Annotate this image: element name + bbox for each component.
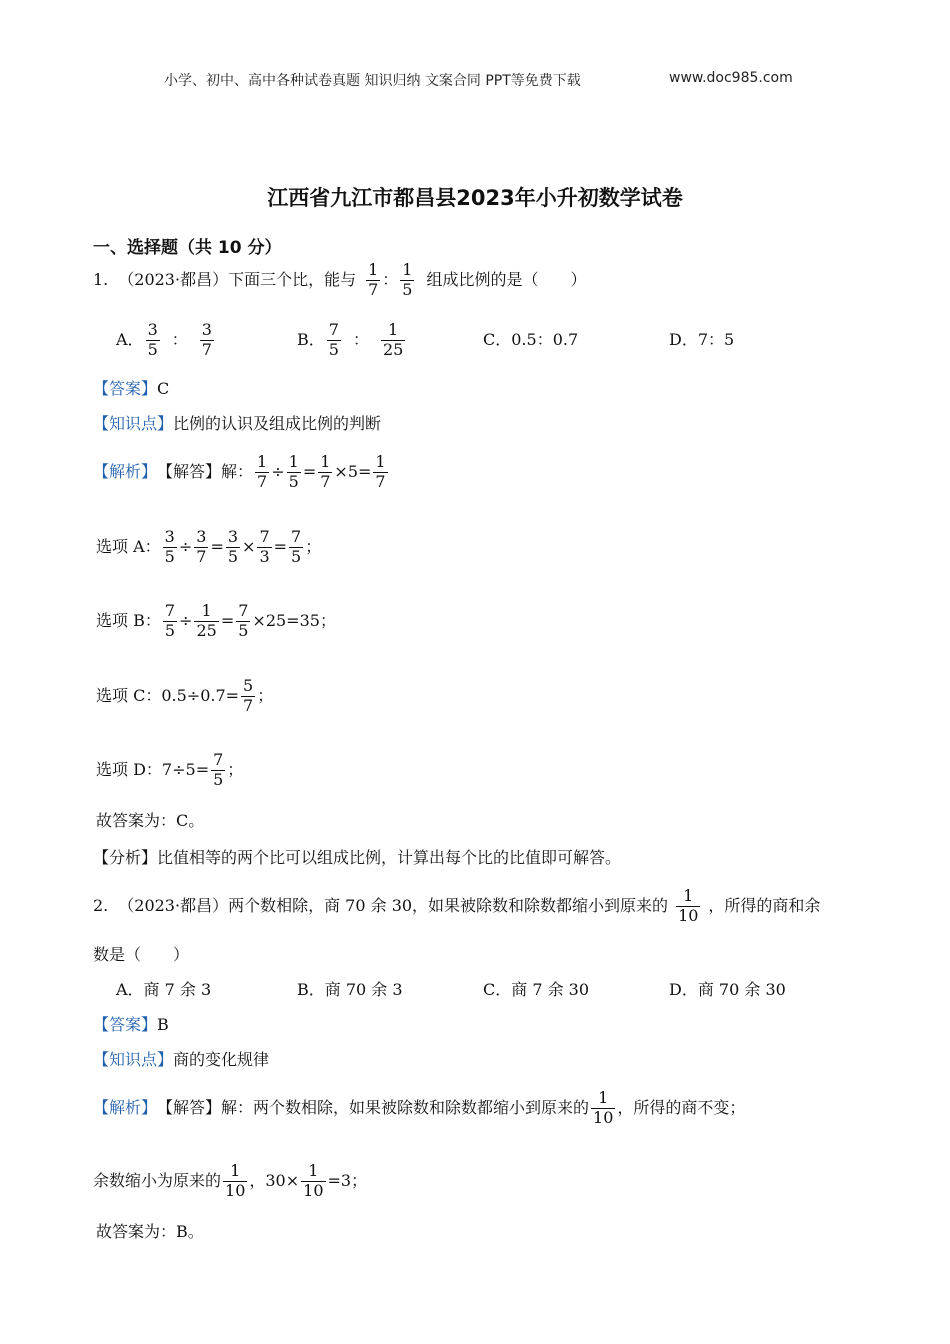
q1-option-b-label: B． xyxy=(297,330,325,349)
q1-solution: 【解析】 【解答】解： $\frac{1}{7}$ ÷ $\frac{1}{5}$ = $\frac{1}{7}$ × 5 = $\frac{1}{7}$ xyxy=(93,452,386,491)
q1-option-c[interactable]: C．0.5：0.7 xyxy=(483,330,579,349)
q1-analysis-note: 【分析】比值相等的两个比可以组成比例，计算出每个比的比值即可解答。 xyxy=(93,848,622,867)
q2-solution: 【解析】 【解答】解： 两个数相除，如果被除数和除数都缩小到原来的 $\frac{1}{10}$ ，所得的商不变； xyxy=(93,1088,746,1127)
q1-number: 1. xyxy=(93,270,109,289)
q2-number: 2. xyxy=(93,896,109,915)
page-title: 江西省九江市都昌县2023年小升初数学试卷 xyxy=(267,186,683,210)
q1-source: （2023·都昌） xyxy=(118,270,229,289)
q1-option-a[interactable]: A． $\frac{3}{5}$ ： $\frac{3}{7}$ xyxy=(116,320,212,359)
q1-solve-frac2: $\frac{1}{5}$ xyxy=(288,452,299,491)
q2-source: （2023·都昌） xyxy=(118,896,229,915)
q2-option-b[interactable]: B．商 70 余 3 xyxy=(297,980,403,999)
q1-option-b-frac2: $\frac{1}{25}$ xyxy=(382,320,404,359)
q2-conclusion: 故答案为：B。 xyxy=(96,1222,204,1241)
q1-option-b[interactable]: B． $\frac{7}{5}$ ： $\frac{1}{25}$ xyxy=(297,320,404,359)
q1-option-d[interactable]: D．7：5 xyxy=(669,330,735,349)
q1-stem-b: 组成比例的是（ ） xyxy=(426,270,587,289)
q1-option-b-frac1: $\frac{7}{5}$ xyxy=(328,320,339,359)
q1-ratio-frac1: $\frac{1}{7}$ xyxy=(368,260,379,299)
q1-solve-frac4: $\frac{1}{7}$ xyxy=(375,452,386,491)
analysis-tag: 【解析】 xyxy=(93,462,158,481)
q1-conclusion: 故答案为：C。 xyxy=(96,811,205,830)
q1-answer xyxy=(93,379,169,399)
q1-stem-a: 下面三个比，能与 xyxy=(228,270,357,289)
q1-line-c: 选项 C： 0.5÷0.7= $\frac{5}{7}$ ； xyxy=(96,676,274,715)
q1-line-a: 选项 A： $\frac{3}{5}$ ÷ $\frac{3}{7}$ = $\frac{3}{5}$ × $\frac{7}{3}$ = $\frac{7}{5}$ ； xyxy=(96,527,322,566)
answer-tag: 【答案】 xyxy=(93,379,158,398)
q2-stem-b: ，所得的商和余 xyxy=(708,896,821,915)
q2-stem-frac: $\frac{1}{10}$ xyxy=(678,886,699,925)
solve-tag: 【解答】解： xyxy=(157,462,254,481)
q2-stem-c: 数是（ ） xyxy=(93,945,190,964)
q2-stem xyxy=(93,884,820,928)
q1-stem xyxy=(93,258,587,302)
q1-line-d: 选项 D： 7÷5= $\frac{7}{5}$ ； xyxy=(96,750,244,789)
header-text: 小学、初中、高中各种试卷真题 知识归纳 文案合同 PPT等免费下载 xyxy=(164,73,581,89)
q1-ratio-frac2: $\frac{1}{5}$ xyxy=(402,260,413,299)
q2-stem-a: 两个数相除，商 70 余 30，如果被除数和除数都缩小到原来的 xyxy=(228,896,669,915)
q1-option-a-label: A． xyxy=(116,330,144,349)
q1-line-b: 选项 B： $\frac{7}{5}$ ÷ $\frac{1}{25}$ = $\frac{7}{5}$ ×25=35； xyxy=(96,601,336,640)
q2-option-d[interactable]: D．商 70 余 30 xyxy=(669,980,786,999)
section-heading: 一、选择题（共 10 分） xyxy=(93,238,282,258)
q1-option-a-frac2: $\frac{3}{7}$ xyxy=(201,320,212,359)
q2-answer: 【答案】B xyxy=(93,1015,169,1034)
q2-answer-value: B xyxy=(157,1015,169,1034)
q1-knowledge-text: 比例的认识及组成比例的判断 xyxy=(173,414,382,433)
q2-option-c[interactable]: C．商 7 余 30 xyxy=(483,980,590,999)
q1-option-a-frac1: $\frac{3}{5}$ xyxy=(147,320,158,359)
header-site[interactable]: www.doc985.com xyxy=(669,70,793,86)
q1-ratio-colon: ： xyxy=(382,270,399,289)
q2-option-a[interactable]: A．商 7 余 3 xyxy=(116,980,212,999)
q1-solve-frac3: $\frac{1}{7}$ xyxy=(320,452,331,491)
q1-answer-value: C xyxy=(157,379,170,398)
q2-remainder: 余数缩小为原来的 $\frac{1}{10}$ ，30× $\frac{1}{10}$ =3； xyxy=(93,1161,368,1200)
q1-knowledge-point xyxy=(93,414,381,434)
q1-solve-frac1: $\frac{1}{7}$ xyxy=(257,452,268,491)
q2-knowledge-point: 【知识点】商的变化规律 xyxy=(93,1050,270,1069)
knowledge-tag: 【知识点】 xyxy=(93,414,174,433)
